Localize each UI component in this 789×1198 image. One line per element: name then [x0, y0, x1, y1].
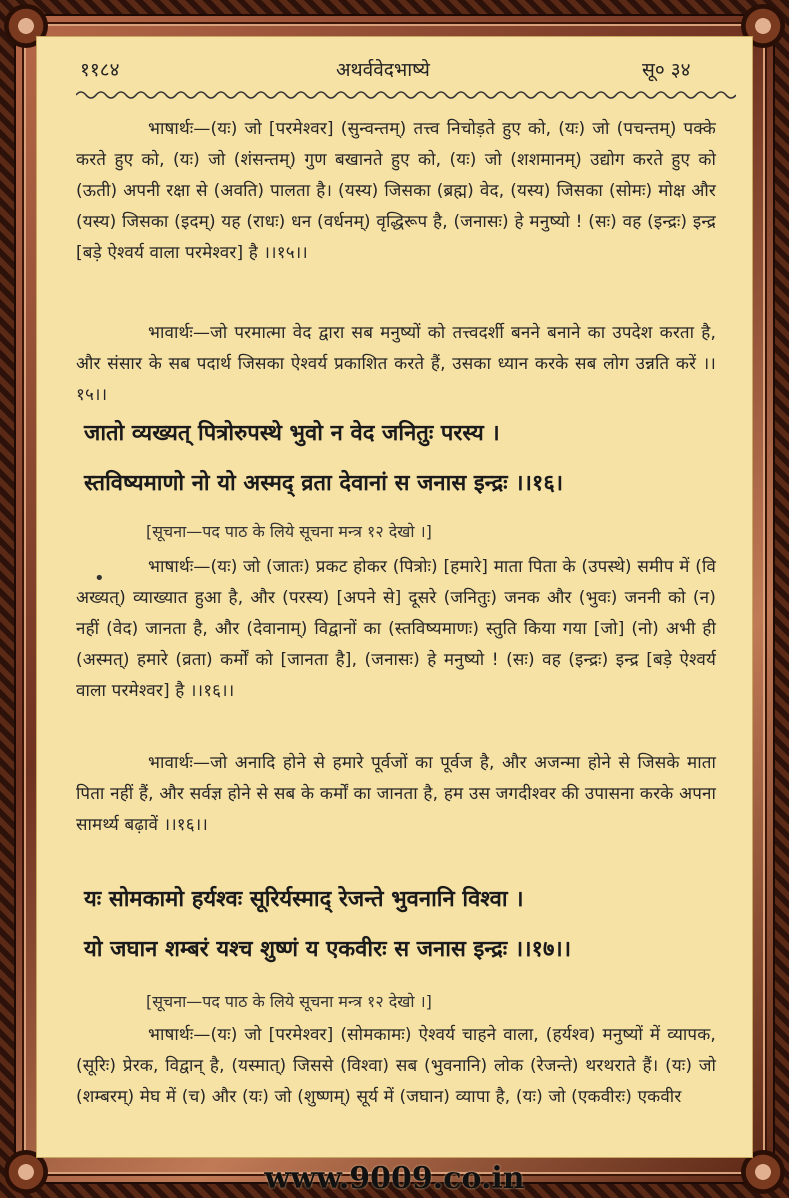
commentary-paragraph-16: भावार्थः—जो अनादि होने से हमारे पूर्वजों का पूर्वज है, और अजन्मा होने से जिसके माता पिता नहीं हैं, और सर्वज्ञ होने से सब के कर्मों का जानता है, हम उस जगदीश्वर की उपासना करके अपना सामर्थ्य बढ़ावें ।।१६।। [76, 753, 716, 835]
mantra-16-line-1: जातो व्यख्यत् पित्रोरुपस्थे भुवो न वेद जनितुः परस्य । [84, 421, 500, 446]
header-rule-ornament [76, 89, 736, 101]
commentary-paragraph-15: भावार्थः—जो परमात्मा वेद द्वारा सब मनुष्यों को तत्त्वदर्शी बनने बनाने का उपदेश करता है, और संसार के सब पदार्थ जिसका ऐश्वर्य प्रकाशित करते हैं, उसका ध्यान करके सब लोग उन्नति करें ।।१५।। [76, 323, 716, 405]
padapatha-note-16: [सूचना—पद पाठ के लिये सूचना मन्त्र १२ देखो ।] [146, 522, 432, 541]
book-page [36, 36, 753, 1158]
bullet-mark: • [94, 568, 105, 589]
translation-paragraph-17: भाषार्थः—(यः) जो [परमेश्वर] (सोमकामः) ऐश्वर्य चाहने वाला, (हर्यश्व) मनुष्यों में व्यापक, (सूरिः) प्रेरक, विद्वान् है, (यस्मात्) जिससे (विश्वा) सब (भुवनानि) लोक (रेजन्ते) थरथराते हैं। (यः) जो (शम्बरम्) मेघ में (च) और (यः) जो (शुष्णम्) सूर्य में (जघान) व्यापा है, (यः) जो (एकवीरः) एकवीर [76, 1025, 716, 1107]
website-watermark: www.9009.co.in [264, 1161, 525, 1196]
page-number: ११८४ [80, 59, 120, 81]
padapatha-note-17: [सूचना—पद पाठ के लिये सूचना मन्त्र १२ देखो ।] [146, 992, 432, 1011]
sukta-number: सू० ३४ [642, 59, 691, 81]
book-title: अथर्ववेदभाष्ये [336, 59, 430, 81]
translation-paragraph-16: भाषार्थः—(यः) जो (जातः) प्रकट होकर (पित्रोः) [हमारे] माता पिता के (उपस्थे) समीप में (वि अख्यत्) व्याख्यात हुआ है, और (परस्य) [अपने से] दूसरे (जनितुः) जनक और (भुवः) जननी को (न) नहीं (वेद) जानता है, और (देवानाम्) विद्वानों का (स्तविष्यमाणः) स्तुति किया गया [जो] (नो) अभी ही (अस्मत्) हमारे (व्रता) कर्मों को [जानता है], (जनासः) हे मनुष्यो ! (सः) वह (इन्द्रः) इन्द्र [बड़े ऐश्वर्य वाला परमेश्वर] है ।।१६।। [76, 557, 716, 701]
mantra-17-line-1: यः सोमकामो हर्यश्वः सूरिर्यस्माद् रेजन्ते भुवनानि विश्वा । [84, 887, 524, 912]
mantra-17-line-2: यो जघान शम्बरं यश्च शुष्णं य एकवीरः स जनास इन्द्रः ।।१७।। [84, 937, 572, 962]
translation-paragraph-15: भाषार्थः—(यः) जो [परमेश्वर] (सुन्वन्तम्) तत्त्व निचोड़ते हुए को, (यः) जो (पचन्तम्) पक्के करते हुए को, (यः) जो (शंसन्तम्) गुण बखानते हुए को, (यः) जो (शशमानम्) उद्योग करते हुए को (ऊती) अपनी रक्षा से (अवति) पालता है। (यस्य) जिसका (ब्रह्म) वेद, (यस्य) जिसका (सोमः) मोक्ष और (यस्य) जिसका (इदम्) यह (राधः) धन (वर्धनम्) वृद्धिरूप है, (जनासः) हे मनुष्यो ! (सः) वह (इन्द्रः) इन्द्र [बड़े ऐश्वर्य वाला परमेश्वर] है ।।१५।। [76, 119, 716, 263]
mantra-16-line-2: स्तविष्यमाणो नो यो अस्मद् व्रता देवानां स जनास इन्द्रः ।।१६। [84, 471, 564, 496]
